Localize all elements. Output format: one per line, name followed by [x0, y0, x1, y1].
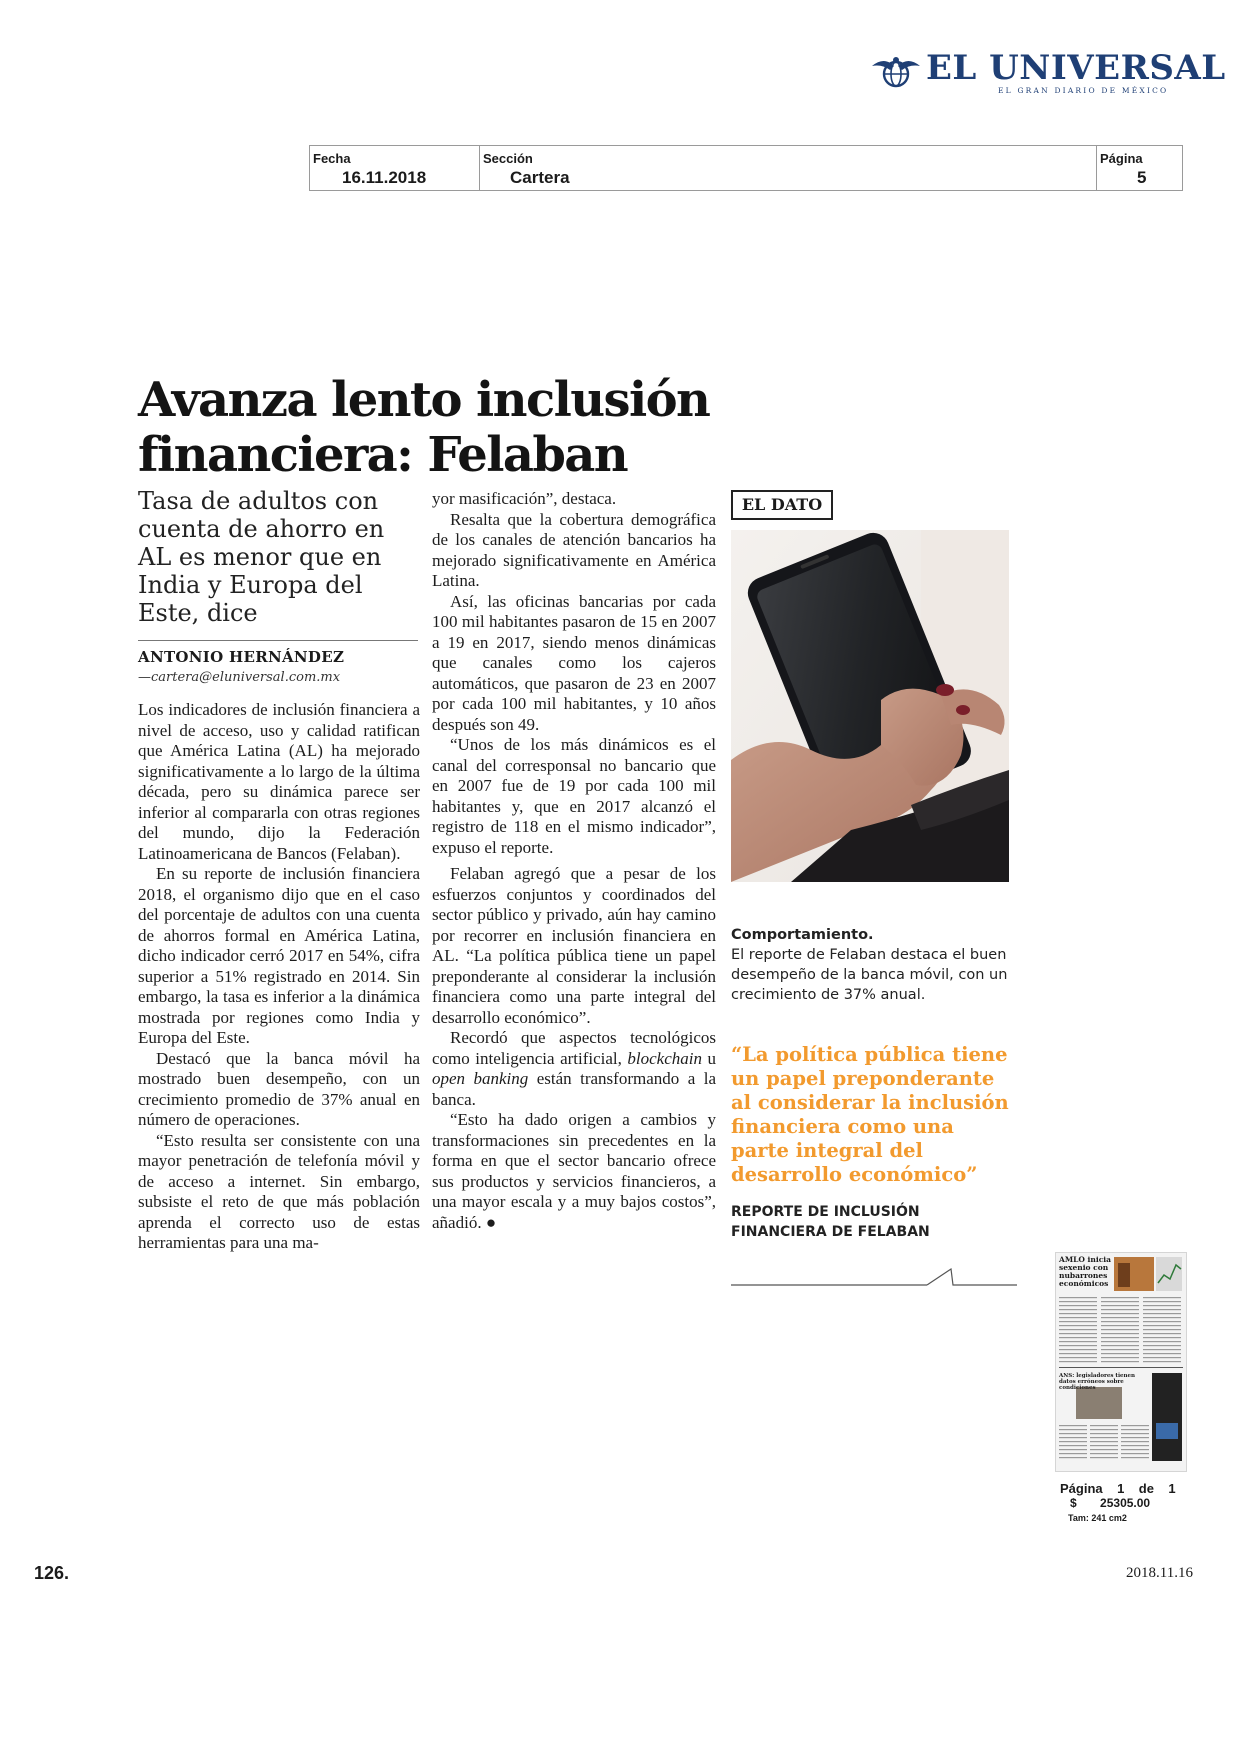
eagle-globe-logo-icon — [870, 52, 922, 92]
masthead-tagline: EL GRAN DIARIO DE MÉXICO — [998, 86, 1169, 95]
paragraph: Destacó que la banca móvil ha mostrado buen desempeño, con un crecimiento promedio de 37% anual en número de operaciones. — [138, 1048, 420, 1129]
tam-label: Tam: — [1068, 1513, 1089, 1523]
pagina-value: 5 — [1137, 168, 1147, 187]
pagina-label: Página — [1100, 151, 1143, 166]
pull-quote-source: REPORTE DE INCLUSIÓN FINANCIERA DE FELABAN — [731, 1204, 930, 1240]
text-run: Recordó que aspectos tecnológicos como inteligencia artificial, — [432, 1028, 716, 1068]
photo-caption — [731, 925, 1013, 1005]
seccion-value: Cartera — [510, 168, 570, 187]
tam-value: 241 cm2 — [1091, 1513, 1127, 1523]
page-info-row-2 — [1060, 1496, 1190, 1511]
end-mark: ● — [485, 1212, 497, 1232]
byline-email: —cartera@eluniversal.com.mx — [138, 670, 341, 685]
article-column-2 — [432, 489, 716, 1233]
de-label: de — [1138, 1481, 1154, 1496]
headline-line-2: financiera: Felaban — [138, 427, 628, 483]
footer-date: 2018.11.16 — [1126, 1565, 1193, 1581]
paragraph — [432, 1028, 716, 1110]
thumbnail-headline-2: ANS: legisladores tienen datos erróneos sobre condiciones — [1059, 1373, 1136, 1391]
photo-illustration — [731, 530, 1009, 882]
info-table — [309, 145, 1183, 191]
paragraph: En su reporte de inclusión financiera 2018, el organismo dijo que en el caso del porcentaje de adultos con una cuenta de ahorros formal en América Latina, dicho indicador cerró 2017 en 54%, cifra superior a 51% registrado en 2014. Sin embargo, la tasa es inferior a la dinámica mostrada por regiones como India y Europa del Este. — [138, 864, 420, 1047]
pull-quote: “La política pública tiene un papel preponderante al considerar la inclusión financiera como una parte integral del desarrollo económico” — [731, 1043, 1009, 1186]
page-info — [1060, 1481, 1190, 1526]
byline-divider — [138, 640, 418, 641]
pagina-cell — [1097, 146, 1182, 190]
decorative-rule — [731, 1255, 1017, 1295]
pagina-label: Página — [1060, 1481, 1103, 1496]
text-run: “Esto ha dado origen a cambios y transformaciones sin precedentes en la forma en que el sector bancario ofrece sus productos y servicios financieros, a una mayor escala y a muy bajos costos”, añadió. — [432, 1110, 716, 1232]
seccion-cell — [480, 146, 1097, 190]
fecha-label: Fecha — [313, 151, 351, 166]
paragraph: “Esto resulta ser consistente con una mayor penetración de telefonía móvil y de acceso a internet. Sin embargo, subsiste el reto de que más población aprenda el correcto uso de estas herramientas para una ma- — [138, 1130, 420, 1252]
pagina-total: 1 — [1168, 1481, 1176, 1496]
fecha-value: 16.11.2018 — [342, 168, 427, 187]
currency-symbol: $ — [1070, 1496, 1077, 1510]
text-run: u — [702, 1048, 717, 1068]
emphasis-open-banking: open banking — [432, 1069, 529, 1088]
footer-page-number: 126. — [34, 1563, 70, 1583]
caption-title: Comportamiento. — [731, 927, 874, 943]
fecha-cell — [310, 146, 480, 190]
paragraph: “Unos de los más dinámicos es el canal del corresponsal no bancario que en 2007 fue de 19 por cada 100 mil habitantes y, que en 2017 alcanzó el registro de 118 en el mismo indicador”, expuso el reporte. — [432, 735, 716, 857]
headline-line-1: Avanza lento inclusión — [138, 372, 710, 428]
masthead-logo-text: EL UNIVERSAL — [926, 48, 1226, 88]
page-info-row-3 — [1060, 1511, 1190, 1526]
emphasis-blockchain: blockchain — [627, 1048, 702, 1068]
text-run: están transformando a la banca. — [432, 1069, 716, 1109]
seccion-label: Sección — [483, 151, 533, 166]
page-thumbnail — [1055, 1252, 1187, 1472]
paragraph — [432, 1110, 716, 1233]
paragraph-continuation: yor masificación”, destaca. — [432, 489, 617, 508]
byline-author: ANTONIO HERNÁNDEZ — [138, 648, 345, 666]
article-headline — [138, 373, 738, 483]
pagina-num: 1 — [1117, 1481, 1125, 1496]
paragraph: Así, las oficinas bancarias por cada 100 mil habitantes pasaron de 15 en 2007 a 19 en 2017, siendo menos dinámicas que canales como los cajeros automáticos, que pasaron de 23 en 2007 por cada 100 mil habitantes, y 10 años después son 49. — [432, 591, 716, 734]
masthead — [870, 48, 1226, 96]
thumbnail-headline-1: AMLO inicia sexenio con nubarrones económicos — [1059, 1255, 1111, 1288]
article-subhead: Tasa de adultos con cuenta de ahorro en AL es menor que en India y Europa del Este, dice — [138, 487, 385, 627]
paragraph: Felaban agregó que a pesar de los esfuerzos conjuntos y coordinados del sector público y privado, aún hay camino por recorrer en inclusión financiera en AL. “La política pública tiene un papel preponderante al considerar la inclusión financiera como una parte integral del desarrollo económico”. — [432, 864, 716, 1027]
amount-value: 25305.00 — [1100, 1496, 1151, 1510]
article-column-1 — [138, 700, 420, 1254]
el-dato-tag: EL DATO — [731, 490, 833, 520]
paragraph: Resalta que la cobertura demográfica de los canales de atención bancarios ha mejorado significativamente en América Latina. — [432, 509, 716, 590]
page-info-row-1 — [1060, 1481, 1190, 1496]
caption-text: El reporte de Felaban destaca el buen desempeño de la banca móvil, con un crecimiento de 37% anual. — [731, 947, 1008, 1003]
paragraph: Los indicadores de inclusión financiera a nivel de acceso, uso y calidad ratifican que América Latina (AL) ha mejorado significativamente a lo largo de la última década, pero su dinámica parece ser inferior al compararla con otras regiones del mundo, dijo la Federación Latinoamericana de Bancos (Felaban). — [138, 700, 420, 863]
smartphone-in-hand-photo — [731, 530, 1009, 882]
thumbnail-preview — [1056, 1253, 1186, 1471]
